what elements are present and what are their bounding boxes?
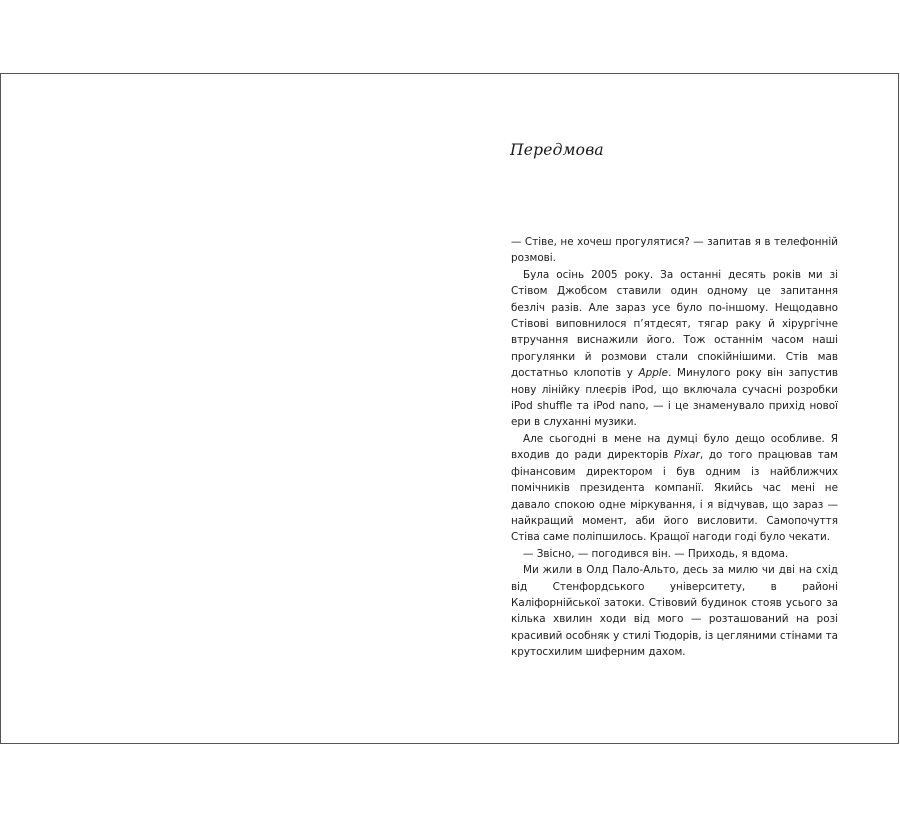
- paragraph: Була осінь 2005 року. За останні десять років ми зі Стівом Джобсом ставили один одному це запитання безліч разів. Але зараз усе було по-іншому. Нещодавно Стівові виповнилося п’ятдесят, тягар раку й хірургічне втручання виснажили його. Тож останнім часом наші прогулянки й розмови стали спокійнішими. Стів мав достатньо клопотів у Apple. Минулого року він запустив нову лінійку плеєрів iPod, що включала сучасні розробки iPod shuffle та iPod nano, — і це знаменувало прихід нової ери в слуханні музики.: [511, 268, 838, 429]
- right-page: [450, 74, 900, 743]
- left-page-blank: [1, 74, 450, 743]
- paragraph: Але сьогодні в мене на думці було дещо особливе. Я входив до ради директорів Pixar, до того працював там фінансовим директором і був одним із найближчих помічників президента компанії. Якийсь час мені не давало спокою одне міркування, і я відчував, що зараз — найкращий момент, аби його висловити. Самопочуття Стіва саме поліпшилось. Кращої нагоди годі було чекати.: [511, 432, 838, 544]
- chapter-body: [511, 234, 838, 661]
- brand-name-apple: Apple: [638, 367, 669, 380]
- brand-name-pixar: Pixar: [673, 449, 700, 462]
- paragraph: Ми жили в Олд Пало-Альто, десь за милю чи дві на схід від Стенфордського університету, в районі Каліфорнійської затоки. Стівовий будинок стояв усього за кілька хвилин ходи від мого — розташований на розі красивий особняк у стилі Тюдорів, із цегляними стінами та крутосхилим шиферним дахом.: [511, 564, 838, 659]
- book-spread: [0, 73, 899, 744]
- paragraph: — Звісно, — погодився він. — Приходь, я вдома.: [523, 547, 789, 560]
- paragraph: — Стіве, не хочеш прогулятися? — запитав я в телефонній розмові.: [511, 236, 838, 265]
- chapter-title: Передмова: [510, 141, 604, 159]
